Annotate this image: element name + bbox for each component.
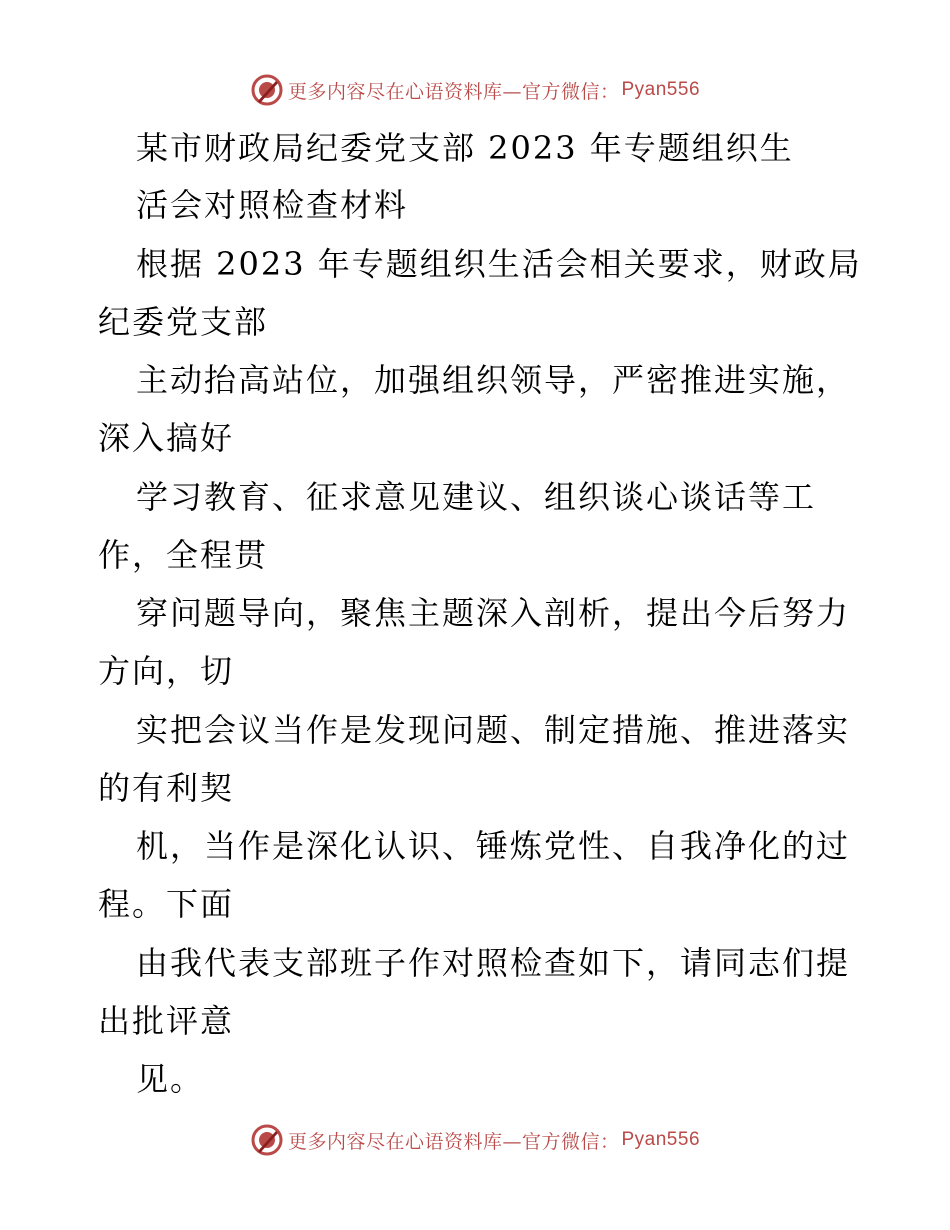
header-banner — [0, 72, 950, 108]
text-line: 根据 2023 年专题组织生活会相关要求，财政局 — [136, 245, 862, 283]
pen-logo-icon — [250, 73, 284, 107]
text-line: 见。 — [136, 1060, 205, 1098]
banner-text: 更多内容尽在心语资料库—官方微信： — [287, 1130, 620, 1153]
banner-text: 更多内容尽在心语资料库—官方微信： — [287, 80, 620, 103]
text-line: 主动抬高站位，加强组织领导，严密推进实施， — [136, 361, 851, 399]
text-line: 机，当作是深化认识、锤炼党性、自我净化的过 — [136, 827, 851, 865]
pen-logo-icon — [250, 1123, 284, 1157]
title-line-1: 某市财政局纪委党支部 2023 年专题组织生 — [136, 129, 794, 167]
text-line: 穿问题导向，聚焦主题深入剖析，提出今后努力 — [136, 594, 851, 632]
text-line: 出批评意 — [98, 1002, 235, 1040]
footer-banner — [0, 1122, 950, 1158]
text-line: 实把会议当作是发现问题、制定措施、推进落实 — [136, 711, 851, 749]
text-line: 的有利契 — [98, 769, 235, 807]
banner-wechat-id: Pyan556 — [621, 79, 701, 100]
text-line: 由我代表支部班子作对照检查如下，请同志们提 — [136, 944, 851, 982]
text-line: 方向，切 — [98, 652, 235, 690]
text-line: 深入搞好 — [98, 419, 235, 457]
banner-wechat-id: Pyan556 — [621, 1129, 701, 1150]
text-line: 作，全程贯 — [98, 536, 269, 574]
text-line: 纪委党支部 — [98, 303, 269, 341]
text-line: 程。下面 — [98, 885, 235, 923]
title-line-2: 活会对照检查材料 — [136, 186, 409, 224]
text-line: 学习教育、征求意见建议、组织谈心谈话等工 — [136, 478, 817, 516]
